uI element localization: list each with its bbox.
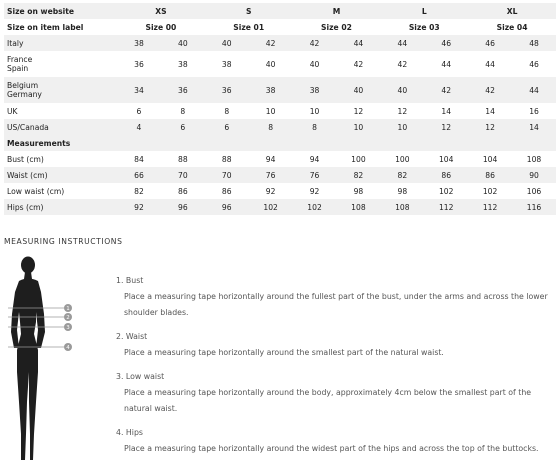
size-value-cell: 44	[485, 59, 495, 69]
table-row	[4, 103, 556, 119]
size-value-cell: 46	[468, 35, 512, 51]
measurement-row	[4, 199, 556, 215]
size-value-cell: 44	[380, 35, 424, 51]
instruction-item	[116, 425, 558, 457]
row-label: France Spain	[7, 55, 33, 73]
row-label: Size on item label	[7, 22, 84, 32]
size-value-cell: 112	[424, 199, 468, 215]
size-value-cell: 38	[249, 77, 293, 103]
size-value-cell: 82	[336, 167, 380, 183]
size-value-cell: 94	[309, 154, 320, 164]
size-value-cell: 66	[117, 167, 161, 183]
item-size-header: Size 04	[496, 22, 528, 32]
instruction-item	[116, 273, 558, 321]
size-value-cell: 6	[161, 119, 205, 135]
size-value-cell: 70	[205, 167, 249, 183]
size-value-cell: 82	[380, 167, 424, 183]
header-row-website-size	[4, 3, 556, 19]
size-value-cell: 10	[336, 119, 380, 135]
size-value-cell: 90	[512, 167, 556, 183]
size-value-cell: 4	[117, 119, 161, 135]
row-label: US/Canada	[4, 119, 117, 135]
size-value-cell: 88	[221, 154, 232, 164]
size-value-cell: 42	[468, 77, 512, 103]
size-value-cell: 106	[526, 186, 542, 196]
size-header: M	[293, 3, 381, 19]
size-value-cell: 14	[441, 106, 452, 116]
size-value-cell: 104	[482, 154, 498, 164]
size-value-cell: 108	[380, 199, 424, 215]
row-label: Italy	[4, 35, 117, 51]
size-value-cell: 12	[468, 119, 512, 135]
instruction-heading: 4. Hips	[116, 428, 143, 437]
instruction-heading: 1. Bust	[116, 276, 144, 285]
size-value-cell: 70	[161, 167, 205, 183]
size-value-cell: 94	[265, 154, 276, 164]
size-value-cell: 8	[293, 119, 337, 135]
size-value-cell: 36	[134, 59, 144, 69]
size-value-cell: 76	[293, 167, 337, 183]
size-value-cell: 42	[397, 59, 408, 69]
item-size-header: Size 00	[145, 22, 177, 32]
size-value-cell: 102	[438, 186, 454, 196]
size-value-cell: 102	[249, 199, 293, 215]
row-label: Bust (cm)	[7, 154, 44, 164]
marker-number: 4	[66, 345, 70, 351]
size-value-cell: 112	[468, 199, 512, 215]
table-row	[4, 51, 556, 77]
instruction-item	[116, 369, 558, 417]
size-value-cell: 82	[134, 186, 144, 196]
size-value-cell: 42	[293, 35, 337, 51]
size-value-cell: 76	[249, 167, 293, 183]
instruction-text: Place a measuring tape horizontally around the smallest part of the natural waist.	[124, 348, 444, 357]
size-value-cell: 40	[380, 77, 424, 103]
size-value-cell: 42	[249, 35, 293, 51]
size-value-cell: 8	[224, 106, 230, 116]
size-value-cell: 14	[485, 106, 495, 116]
size-value-cell: 86	[178, 186, 188, 196]
measurement-row	[4, 183, 556, 199]
size-value-cell: 92	[117, 199, 161, 215]
size-value-cell: 46	[424, 35, 468, 51]
size-value-cell: 12	[353, 106, 364, 116]
instruction-text: Place a measuring tape horizontally around the fullest part of the bust, under the arms and across the lower shoulder blades.	[124, 292, 548, 317]
size-value-cell: 88	[178, 154, 188, 164]
size-value-cell: 12	[424, 119, 468, 135]
size-header: L	[380, 3, 468, 19]
measurement-row	[4, 151, 556, 167]
size-value-cell: 100	[395, 154, 410, 164]
size-value-cell: 108	[526, 154, 542, 164]
size-value-cell: 108	[336, 199, 380, 215]
size-value-cell: 38	[221, 59, 232, 69]
size-value-cell: 6	[136, 106, 142, 116]
size-value-cell: 40	[265, 59, 276, 69]
row-label: Low waist (cm)	[7, 186, 65, 196]
size-value-cell: 8	[180, 106, 186, 116]
size-value-cell: 96	[161, 199, 205, 215]
row-label: UK	[7, 106, 18, 116]
item-size-header: Size 02	[321, 22, 352, 32]
measurement-row	[4, 167, 556, 183]
table-row	[4, 35, 556, 51]
size-header: XS	[117, 3, 205, 19]
size-value-cell: 38	[117, 35, 161, 51]
marker-number: 3	[66, 325, 70, 331]
size-value-cell: 40	[336, 77, 380, 103]
size-value-cell: 36	[205, 77, 249, 103]
size-value-cell: 34	[117, 77, 161, 103]
row-label: Hips (cm)	[4, 199, 117, 215]
row-label: Belgium Germany	[4, 77, 117, 103]
instruction-text: Place a measuring tape horizontally around the body, approximately 4cm below the smallest part of the natural waist.	[124, 388, 532, 413]
size-value-cell: 40	[309, 59, 320, 69]
table-row	[4, 119, 556, 135]
item-size-header: Size 03	[408, 22, 440, 32]
header-row-item-label	[4, 19, 556, 35]
table-row	[4, 77, 556, 103]
item-size-header: Size 01	[233, 22, 265, 32]
size-value-cell: 8	[249, 119, 293, 135]
size-value-cell: 46	[529, 59, 539, 69]
instruction-item	[116, 329, 558, 361]
measurements-heading: Measurements	[4, 135, 117, 151]
marker-number: 1	[66, 306, 70, 312]
size-value-cell: 16	[529, 106, 539, 116]
size-value-cell: 96	[205, 199, 249, 215]
size-value-cell: 86	[221, 186, 232, 196]
row-label: Waist (cm)	[4, 167, 117, 183]
size-value-cell: 104	[438, 154, 454, 164]
size-value-cell: 102	[482, 186, 498, 196]
size-value-cell: 86	[468, 167, 512, 183]
size-value-cell: 42	[424, 77, 468, 103]
size-value-cell: 116	[512, 199, 556, 215]
size-value-cell: 48	[512, 35, 556, 51]
size-value-cell: 40	[161, 35, 205, 51]
size-value-cell: 44	[512, 77, 556, 103]
size-chart-table	[4, 3, 556, 215]
marker-number: 2	[66, 315, 70, 321]
size-header: S	[205, 3, 293, 19]
size-value-cell: 98	[353, 186, 364, 196]
size-value-cell: 10	[380, 119, 424, 135]
size-value-cell: 10	[309, 106, 320, 116]
silhouette-icon	[11, 257, 45, 461]
size-value-cell: 102	[293, 199, 337, 215]
size-value-cell: 42	[353, 59, 364, 69]
size-value-cell: 92	[309, 186, 320, 196]
size-value-cell: 98	[397, 186, 408, 196]
instruction-heading: 2. Waist	[116, 332, 148, 341]
size-value-cell: 38	[178, 59, 188, 69]
measurements-heading-row	[4, 135, 556, 151]
body-silhouette-figure	[0, 252, 80, 466]
instruction-text: Place a measuring tape horizontally around the widest part of the hips and across the top of the buttocks.	[124, 444, 539, 453]
instructions-list	[116, 273, 558, 465]
size-value-cell: 44	[441, 59, 452, 69]
size-value-cell: 86	[424, 167, 468, 183]
instruction-heading: 3. Low waist	[116, 372, 165, 381]
row-label: Size on website	[4, 3, 117, 19]
size-value-cell: 92	[265, 186, 276, 196]
size-value-cell: 84	[134, 154, 144, 164]
size-value-cell: 38	[293, 77, 337, 103]
size-value-cell: 100	[351, 154, 366, 164]
size-value-cell: 44	[336, 35, 380, 51]
size-value-cell: 12	[397, 106, 408, 116]
size-value-cell: 6	[205, 119, 249, 135]
size-value-cell: 10	[265, 106, 276, 116]
size-header: XL	[468, 3, 556, 19]
instructions-title: MEASURING INSTRUCTIONS	[4, 237, 123, 246]
size-value-cell: 14	[512, 119, 556, 135]
size-value-cell: 40	[205, 35, 249, 51]
size-value-cell: 36	[161, 77, 205, 103]
